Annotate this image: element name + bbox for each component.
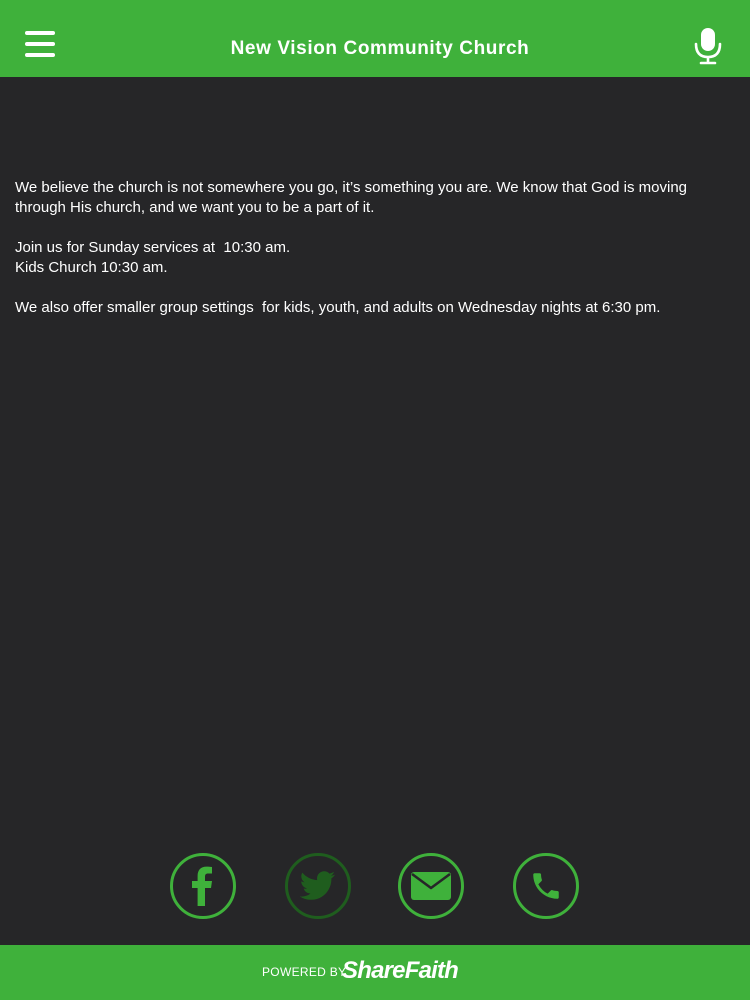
email-button[interactable] [398,853,464,919]
powered-by-label: POWERED BY [262,965,347,979]
top-bar [0,0,750,77]
footer [0,945,750,1000]
twitter-button[interactable] [285,853,351,919]
spacer [15,278,730,298]
phone-button[interactable] [513,853,579,919]
kids-church-text: Kids Church 10:30 am. [15,259,168,276]
sharefaith-logo[interactable]: ShareFaith [342,957,459,984]
social-bar [0,852,750,922]
main-content [15,178,730,318]
sunday-service-text: Join us for Sunday services at 10:30 am. [15,239,291,256]
belief-paragraph: We believe the church is not somewhere you go, it’s something you are. We know that God is moving through His church, and we want you to be a part of it. [15,179,692,216]
facebook-button[interactable] [170,853,236,919]
twitter-icon [300,871,336,901]
menu-line [25,31,55,35]
small-groups-text: We also offer smaller group settings for kids, youth, and adults on Wednesday nights at 6:30 pm. [15,299,661,316]
facebook-icon [188,866,218,906]
email-icon [410,871,452,901]
spacer [15,218,730,238]
phone-icon [529,869,563,903]
microphone-icon[interactable] [690,26,726,66]
app-title: New Vision Community Church [230,38,530,59]
